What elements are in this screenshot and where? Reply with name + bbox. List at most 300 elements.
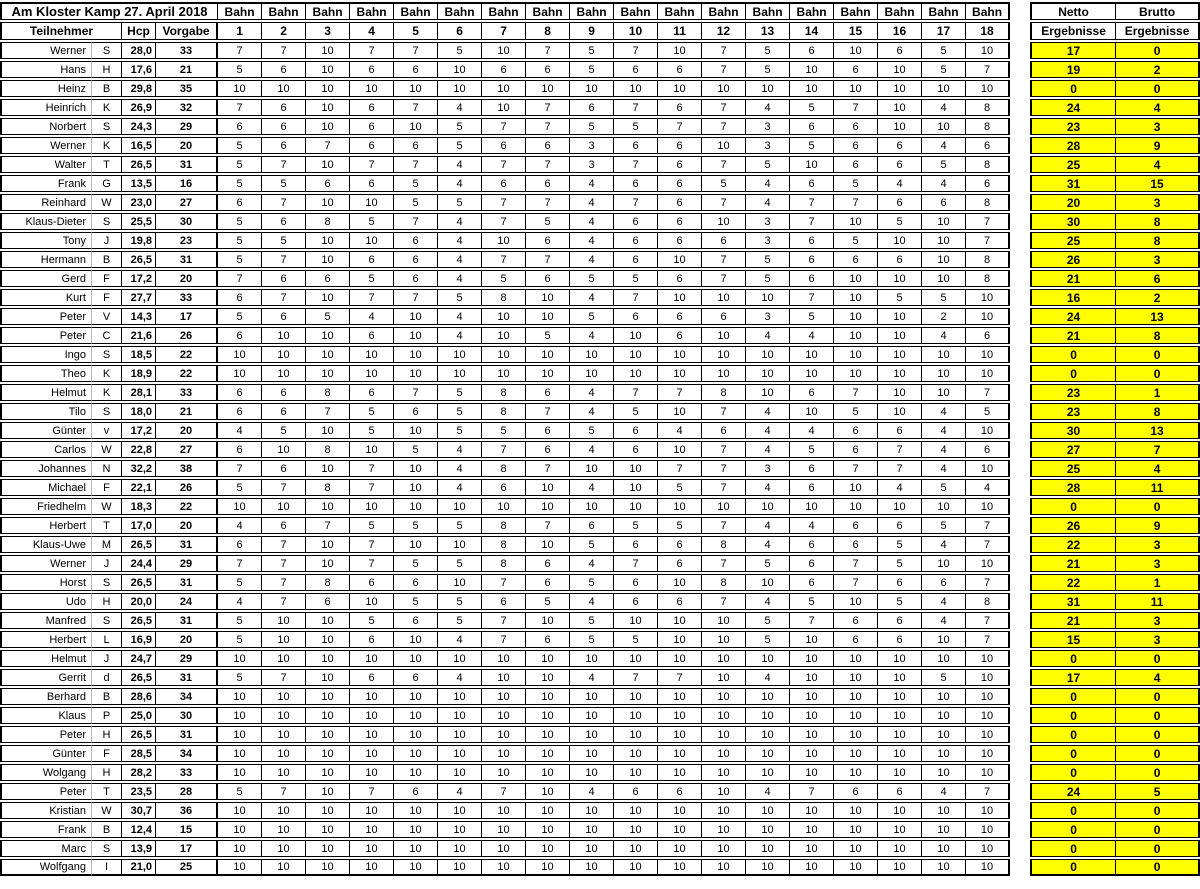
vorgabe-value-cell[interactable]: 33 — [156, 289, 218, 306]
participant-initial-cell[interactable]: N — [92, 460, 122, 477]
bahn-score-cell[interactable]: 7 — [614, 555, 658, 572]
vorgabe-value-cell[interactable]: 20 — [156, 270, 218, 287]
hcp-value-cell[interactable]: 17,2 — [122, 270, 156, 287]
bahn-score-cell[interactable]: 5 — [262, 232, 306, 249]
bahn-score-cell[interactable]: 4 — [438, 232, 482, 249]
participant-name-cell[interactable]: Werner — [0, 555, 92, 572]
netto-result-cell[interactable]: 31 — [1030, 593, 1116, 610]
bahn-score-cell[interactable]: 8 — [482, 289, 526, 306]
bahn-score-cell[interactable]: 10 — [922, 498, 966, 515]
bahn-score-cell[interactable]: 6 — [614, 232, 658, 249]
netto-result-cell[interactable]: 26 — [1030, 517, 1116, 534]
bahn-score-cell[interactable]: 10 — [922, 384, 966, 401]
brutto-result-cell[interactable]: 8 — [1116, 213, 1200, 230]
bahn-score-cell[interactable]: 4 — [438, 441, 482, 458]
bahn-score-cell[interactable]: 7 — [218, 99, 262, 116]
bahn-score-cell[interactable]: 6 — [526, 555, 570, 572]
bahn-score-cell[interactable]: 5 — [570, 308, 614, 325]
bahn-score-cell[interactable]: 10 — [306, 650, 350, 667]
brutto-result-cell[interactable]: 1 — [1116, 574, 1200, 591]
bahn-score-cell[interactable]: 10 — [658, 726, 702, 743]
bahn-score-cell[interactable]: 10 — [614, 327, 658, 344]
bahn-score-cell[interactable]: 5 — [218, 251, 262, 268]
participant-initial-cell[interactable]: S — [92, 118, 122, 135]
vorgabe-value-cell[interactable]: 15 — [156, 821, 218, 838]
bahn-score-cell[interactable]: 10 — [834, 669, 878, 686]
bahn-score-cell[interactable]: 5 — [922, 669, 966, 686]
bahn-score-cell[interactable]: 10 — [570, 460, 614, 477]
bahn-score-cell[interactable]: 10 — [878, 764, 922, 781]
bahn-score-cell[interactable]: 10 — [614, 859, 658, 876]
bahn-score-cell[interactable]: 4 — [922, 175, 966, 192]
netto-result-cell[interactable]: 24 — [1030, 783, 1116, 800]
participant-initial-cell[interactable]: W — [92, 498, 122, 515]
bahn-score-cell[interactable]: 10 — [262, 441, 306, 458]
bahn-score-cell[interactable]: 7 — [878, 460, 922, 477]
bahn-score-cell[interactable]: 10 — [878, 669, 922, 686]
bahn-score-cell[interactable]: 10 — [526, 365, 570, 382]
bahn-score-cell[interactable]: 6 — [790, 232, 834, 249]
bahn-score-cell[interactable]: 10 — [218, 688, 262, 705]
netto-result-cell[interactable]: 21 — [1030, 555, 1116, 572]
participant-name-cell[interactable]: Gerrit — [0, 669, 92, 686]
bahn-score-cell[interactable]: 7 — [306, 403, 350, 420]
bahn-score-cell[interactable]: 10 — [834, 42, 878, 59]
bahn-score-cell[interactable]: 6 — [878, 783, 922, 800]
bahn-score-cell[interactable]: 10 — [746, 80, 790, 97]
bahn-score-cell[interactable]: 7 — [526, 156, 570, 173]
bahn-score-cell[interactable]: 4 — [570, 669, 614, 686]
bahn-score-cell[interactable]: 4 — [438, 99, 482, 116]
brutto-result-cell[interactable]: 0 — [1116, 346, 1200, 363]
hcp-value-cell[interactable]: 12,4 — [122, 821, 156, 838]
vorgabe-value-cell[interactable]: 20 — [156, 137, 218, 154]
participant-name-cell[interactable]: Werner — [0, 137, 92, 154]
bahn-score-cell[interactable]: 10 — [570, 764, 614, 781]
bahn-score-cell[interactable]: 8 — [306, 213, 350, 230]
bahn-score-cell[interactable]: 10 — [526, 688, 570, 705]
hcp-value-cell[interactable]: 26,5 — [122, 726, 156, 743]
bahn-score-cell[interactable]: 5 — [438, 289, 482, 306]
bahn-score-cell[interactable]: 4 — [570, 251, 614, 268]
bahn-score-cell[interactable]: 6 — [878, 42, 922, 59]
bahn-score-cell[interactable]: 10 — [834, 764, 878, 781]
bahn-score-cell[interactable]: 10 — [746, 707, 790, 724]
hcp-value-cell[interactable]: 16,5 — [122, 137, 156, 154]
brutto-result-cell[interactable]: 2 — [1116, 61, 1200, 78]
netto-result-cell[interactable]: 0 — [1030, 650, 1116, 667]
bahn-score-cell[interactable]: 6 — [702, 232, 746, 249]
bahn-score-cell[interactable]: 10 — [350, 764, 394, 781]
bahn-score-cell[interactable]: 10 — [834, 745, 878, 762]
bahn-score-cell[interactable]: 4 — [922, 422, 966, 439]
bahn-score-cell[interactable]: 6 — [306, 175, 350, 192]
brutto-result-cell[interactable]: 0 — [1116, 726, 1200, 743]
bahn-score-cell[interactable]: 6 — [350, 574, 394, 591]
bahn-score-cell[interactable]: 10 — [922, 80, 966, 97]
bahn-score-cell[interactable]: 10 — [350, 593, 394, 610]
vorgabe-value-cell[interactable]: 33 — [156, 42, 218, 59]
bahn-score-cell[interactable]: 4 — [746, 175, 790, 192]
bahn-score-cell[interactable]: 7 — [966, 384, 1010, 401]
bahn-score-cell[interactable]: 10 — [482, 327, 526, 344]
bahn-score-cell[interactable]: 6 — [262, 270, 306, 287]
bahn-score-cell[interactable]: 6 — [790, 270, 834, 287]
bahn-score-cell[interactable]: 7 — [834, 555, 878, 572]
bahn-score-cell[interactable]: 6 — [482, 593, 526, 610]
bahn-score-cell[interactable]: 10 — [834, 308, 878, 325]
bahn-score-cell[interactable]: 6 — [834, 422, 878, 439]
bahn-score-cell[interactable]: 7 — [262, 251, 306, 268]
participant-initial-cell[interactable]: M — [92, 536, 122, 553]
bahn-score-cell[interactable]: 7 — [526, 251, 570, 268]
bahn-score-cell[interactable]: 6 — [790, 536, 834, 553]
vorgabe-value-cell[interactable]: 20 — [156, 631, 218, 648]
bahn-score-cell[interactable]: 6 — [658, 593, 702, 610]
bahn-score-cell[interactable]: 6 — [218, 194, 262, 211]
bahn-score-cell[interactable]: 7 — [482, 631, 526, 648]
bahn-score-cell[interactable]: 6 — [350, 669, 394, 686]
bahn-score-cell[interactable]: 10 — [526, 840, 570, 857]
bahn-score-cell[interactable]: 10 — [350, 859, 394, 876]
vorgabe-value-cell[interactable]: 28 — [156, 783, 218, 800]
bahn-score-cell[interactable]: 10 — [262, 327, 306, 344]
bahn-score-cell[interactable]: 6 — [658, 555, 702, 572]
bahn-score-cell[interactable]: 5 — [614, 403, 658, 420]
bahn-score-cell[interactable]: 10 — [702, 764, 746, 781]
bahn-score-cell[interactable]: 5 — [438, 384, 482, 401]
participant-initial-cell[interactable]: W — [92, 194, 122, 211]
bahn-score-cell[interactable]: 5 — [614, 270, 658, 287]
bahn-score-cell[interactable]: 10 — [482, 80, 526, 97]
bahn-score-cell[interactable]: 10 — [658, 498, 702, 515]
hcp-value-cell[interactable]: 19,8 — [122, 232, 156, 249]
bahn-score-cell[interactable]: 6 — [790, 460, 834, 477]
bahn-score-cell[interactable]: 7 — [482, 574, 526, 591]
vorgabe-value-cell[interactable]: 25 — [156, 859, 218, 876]
bahn-score-cell[interactable]: 10 — [526, 802, 570, 819]
bahn-score-cell[interactable]: 6 — [262, 99, 306, 116]
bahn-score-cell[interactable]: 4 — [746, 327, 790, 344]
bahn-score-cell[interactable]: 6 — [350, 118, 394, 135]
bahn-score-cell[interactable]: 10 — [746, 688, 790, 705]
participant-initial-cell[interactable]: J — [92, 650, 122, 667]
bahn-score-cell[interactable]: 7 — [834, 384, 878, 401]
bahn-score-cell[interactable]: 10 — [614, 346, 658, 363]
bahn-score-cell[interactable]: 7 — [966, 517, 1010, 534]
bahn-score-cell[interactable]: 10 — [834, 688, 878, 705]
participant-name-cell[interactable]: Wolfgang — [0, 859, 92, 876]
bahn-score-cell[interactable]: 10 — [438, 80, 482, 97]
bahn-score-cell[interactable]: 7 — [702, 99, 746, 116]
participant-initial-cell[interactable]: H — [92, 593, 122, 610]
brutto-result-cell[interactable]: 0 — [1116, 365, 1200, 382]
hcp-value-cell[interactable]: 26,5 — [122, 574, 156, 591]
hcp-value-cell[interactable]: 25,5 — [122, 213, 156, 230]
participant-name-cell[interactable]: Frank — [0, 821, 92, 838]
bahn-score-cell[interactable]: 6 — [482, 479, 526, 496]
bahn-score-cell[interactable]: 6 — [482, 61, 526, 78]
hcp-value-cell[interactable]: 25,0 — [122, 707, 156, 724]
brutto-result-cell[interactable]: 3 — [1116, 631, 1200, 648]
participant-initial-cell[interactable]: d — [92, 669, 122, 686]
bahn-score-cell[interactable]: 6 — [394, 612, 438, 629]
bahn-score-cell[interactable]: 10 — [658, 251, 702, 268]
bahn-score-cell[interactable]: 5 — [746, 555, 790, 572]
bahn-score-cell[interactable]: 10 — [878, 346, 922, 363]
bahn-score-cell[interactable]: 10 — [702, 365, 746, 382]
bahn-score-cell[interactable]: 8 — [702, 574, 746, 591]
netto-result-cell[interactable]: 22 — [1030, 536, 1116, 553]
bahn-score-cell[interactable]: 10 — [262, 707, 306, 724]
hcp-value-cell[interactable]: 29,8 — [122, 80, 156, 97]
bahn-score-cell[interactable]: 4 — [878, 479, 922, 496]
bahn-score-cell[interactable]: 5 — [350, 213, 394, 230]
bahn-score-cell[interactable]: 6 — [790, 574, 834, 591]
bahn-score-cell[interactable]: 10 — [306, 764, 350, 781]
bahn-score-cell[interactable]: 7 — [482, 612, 526, 629]
bahn-score-cell[interactable]: 6 — [658, 308, 702, 325]
bahn-score-cell[interactable]: 10 — [878, 859, 922, 876]
bahn-score-cell[interactable]: 6 — [878, 156, 922, 173]
bahn-score-cell[interactable]: 10 — [262, 840, 306, 857]
participant-name-cell[interactable]: Hermann — [0, 251, 92, 268]
bahn-score-cell[interactable]: 5 — [218, 213, 262, 230]
bahn-score-cell[interactable]: 6 — [614, 422, 658, 439]
bahn-score-cell[interactable]: 4 — [438, 460, 482, 477]
bahn-score-cell[interactable]: 5 — [218, 175, 262, 192]
hcp-value-cell[interactable]: 32,2 — [122, 460, 156, 477]
bahn-score-cell[interactable]: 6 — [834, 536, 878, 553]
bahn-score-cell[interactable]: 7 — [482, 783, 526, 800]
bahn-score-cell[interactable]: 4 — [878, 175, 922, 192]
bahn-score-cell[interactable]: 5 — [526, 593, 570, 610]
bahn-score-cell[interactable]: 10 — [966, 821, 1010, 838]
bahn-score-cell[interactable]: 5 — [746, 156, 790, 173]
bahn-score-cell[interactable]: 6 — [526, 441, 570, 458]
bahn-score-cell[interactable]: 10 — [702, 745, 746, 762]
participant-name-cell[interactable]: Helmut — [0, 384, 92, 401]
vorgabe-value-cell[interactable]: 30 — [156, 213, 218, 230]
bahn-score-cell[interactable]: 10 — [790, 764, 834, 781]
bahn-score-cell[interactable]: 5 — [482, 270, 526, 287]
bahn-score-cell[interactable]: 4 — [438, 156, 482, 173]
bahn-score-cell[interactable]: 10 — [658, 441, 702, 458]
bahn-score-cell[interactable]: 10 — [306, 80, 350, 97]
bahn-score-cell[interactable]: 10 — [702, 650, 746, 667]
bahn-score-cell[interactable]: 4 — [746, 593, 790, 610]
bahn-score-cell[interactable]: 10 — [394, 859, 438, 876]
hcp-value-cell[interactable]: 26,9 — [122, 99, 156, 116]
bahn-score-cell[interactable]: 10 — [482, 650, 526, 667]
bahn-score-cell[interactable]: 10 — [306, 251, 350, 268]
hcp-value-cell[interactable]: 21,6 — [122, 327, 156, 344]
bahn-score-cell[interactable]: 10 — [350, 80, 394, 97]
netto-result-cell[interactable]: 28 — [1030, 137, 1116, 154]
bahn-score-cell[interactable]: 6 — [394, 669, 438, 686]
bahn-score-cell[interactable]: 5 — [878, 213, 922, 230]
bahn-score-cell[interactable]: 8 — [482, 555, 526, 572]
bahn-score-cell[interactable]: 4 — [746, 99, 790, 116]
bahn-score-cell[interactable]: 5 — [966, 403, 1010, 420]
bahn-score-cell[interactable]: 6 — [878, 137, 922, 154]
bahn-score-cell[interactable]: 7 — [350, 289, 394, 306]
netto-result-cell[interactable]: 0 — [1030, 859, 1116, 876]
bahn-score-cell[interactable]: 10 — [570, 365, 614, 382]
bahn-score-cell[interactable]: 10 — [570, 707, 614, 724]
bahn-score-cell[interactable]: 10 — [262, 80, 306, 97]
bahn-score-cell[interactable]: 10 — [658, 840, 702, 857]
bahn-score-cell[interactable]: 10 — [702, 802, 746, 819]
bahn-score-cell[interactable]: 4 — [922, 612, 966, 629]
bahn-score-cell[interactable]: 7 — [702, 156, 746, 173]
participant-initial-cell[interactable]: G — [92, 175, 122, 192]
participant-name-cell[interactable]: Ingo — [0, 346, 92, 363]
bahn-score-cell[interactable]: 6 — [526, 175, 570, 192]
bahn-score-cell[interactable]: 6 — [394, 403, 438, 420]
bahn-score-cell[interactable]: 10 — [702, 289, 746, 306]
hcp-value-cell[interactable]: 21,0 — [122, 859, 156, 876]
hcp-value-cell[interactable]: 27,7 — [122, 289, 156, 306]
bahn-score-cell[interactable]: 10 — [262, 498, 306, 515]
bahn-score-cell[interactable]: 7 — [482, 441, 526, 458]
bahn-score-cell[interactable]: 10 — [306, 688, 350, 705]
bahn-score-cell[interactable]: 5 — [350, 270, 394, 287]
participant-name-cell[interactable]: Tilo — [0, 403, 92, 420]
vorgabe-value-cell[interactable]: 27 — [156, 194, 218, 211]
vorgabe-value-cell[interactable]: 21 — [156, 403, 218, 420]
bahn-score-cell[interactable]: 7 — [306, 137, 350, 154]
participant-initial-cell[interactable]: H — [92, 726, 122, 743]
bahn-score-cell[interactable]: 6 — [790, 251, 834, 268]
bahn-score-cell[interactable]: 4 — [570, 213, 614, 230]
bahn-score-cell[interactable]: 6 — [526, 422, 570, 439]
bahn-score-cell[interactable]: 6 — [658, 61, 702, 78]
brutto-result-cell[interactable]: 5 — [1116, 783, 1200, 800]
netto-result-cell[interactable]: 30 — [1030, 213, 1116, 230]
hcp-value-cell[interactable]: 28,1 — [122, 384, 156, 401]
bahn-score-cell[interactable]: 5 — [878, 593, 922, 610]
bahn-score-cell[interactable]: 5 — [658, 479, 702, 496]
bahn-score-cell[interactable]: 5 — [438, 194, 482, 211]
bahn-score-cell[interactable]: 10 — [702, 688, 746, 705]
bahn-score-cell[interactable]: 8 — [702, 536, 746, 553]
bahn-score-cell[interactable]: 10 — [790, 498, 834, 515]
bahn-score-cell[interactable]: 6 — [482, 137, 526, 154]
bahn-score-cell[interactable]: 7 — [218, 460, 262, 477]
bahn-score-cell[interactable]: 7 — [218, 555, 262, 572]
bahn-score-cell[interactable]: 10 — [394, 631, 438, 648]
bahn-score-cell[interactable]: 10 — [702, 631, 746, 648]
bahn-score-cell[interactable]: 10 — [834, 821, 878, 838]
bahn-score-cell[interactable]: 5 — [526, 213, 570, 230]
bahn-score-cell[interactable]: 10 — [438, 365, 482, 382]
hcp-value-cell[interactable]: 28,2 — [122, 764, 156, 781]
bahn-score-cell[interactable]: 10 — [394, 308, 438, 325]
bahn-score-cell[interactable]: 7 — [966, 536, 1010, 553]
bahn-score-cell[interactable]: 5 — [614, 517, 658, 534]
bahn-score-cell[interactable]: 10 — [394, 365, 438, 382]
bahn-score-cell[interactable]: 7 — [526, 118, 570, 135]
bahn-score-cell[interactable]: 6 — [218, 118, 262, 135]
bahn-score-cell[interactable]: 10 — [306, 346, 350, 363]
bahn-score-cell[interactable]: 7 — [526, 42, 570, 59]
bahn-score-cell[interactable]: 10 — [922, 232, 966, 249]
hcp-value-cell[interactable]: 18,5 — [122, 346, 156, 363]
participant-name-cell[interactable]: Günter — [0, 745, 92, 762]
bahn-score-cell[interactable]: 6 — [658, 137, 702, 154]
bahn-score-cell[interactable]: 4 — [922, 99, 966, 116]
bahn-score-cell[interactable]: 4 — [746, 479, 790, 496]
bahn-score-cell[interactable]: 5 — [922, 61, 966, 78]
bahn-score-cell[interactable]: 10 — [394, 346, 438, 363]
bahn-score-cell[interactable]: 6 — [350, 327, 394, 344]
participant-name-cell[interactable]: Reinhard — [0, 194, 92, 211]
bahn-score-cell[interactable]: 5 — [262, 422, 306, 439]
bahn-score-cell[interactable]: 6 — [614, 308, 658, 325]
bahn-score-cell[interactable]: 10 — [966, 859, 1010, 876]
bahn-score-cell[interactable]: 10 — [702, 707, 746, 724]
bahn-score-cell[interactable]: 6 — [262, 308, 306, 325]
participant-name-cell[interactable]: Wolgang — [0, 764, 92, 781]
bahn-score-cell[interactable]: 7 — [702, 479, 746, 496]
bahn-score-cell[interactable]: 10 — [526, 821, 570, 838]
participant-initial-cell[interactable]: S — [92, 612, 122, 629]
bahn-score-cell[interactable]: 10 — [878, 270, 922, 287]
bahn-score-cell[interactable]: 5 — [218, 156, 262, 173]
bahn-score-cell[interactable]: 6 — [526, 137, 570, 154]
bahn-score-cell[interactable]: 10 — [966, 688, 1010, 705]
participant-initial-cell[interactable]: F — [92, 745, 122, 762]
bahn-score-cell[interactable]: 8 — [966, 593, 1010, 610]
bahn-score-cell[interactable]: 10 — [394, 821, 438, 838]
bahn-score-cell[interactable]: 6 — [350, 631, 394, 648]
bahn-score-cell[interactable]: 10 — [834, 593, 878, 610]
brutto-result-cell[interactable]: 0 — [1116, 42, 1200, 59]
bahn-score-cell[interactable]: 7 — [658, 384, 702, 401]
bahn-score-cell[interactable]: 10 — [482, 232, 526, 249]
bahn-score-cell[interactable]: 7 — [966, 61, 1010, 78]
vorgabe-value-cell[interactable]: 17 — [156, 308, 218, 325]
bahn-score-cell[interactable]: 6 — [262, 118, 306, 135]
vorgabe-value-cell[interactable]: 22 — [156, 365, 218, 382]
bahn-score-cell[interactable]: 5 — [262, 175, 306, 192]
bahn-score-cell[interactable]: 10 — [834, 650, 878, 667]
bahn-score-cell[interactable]: 10 — [438, 707, 482, 724]
bahn-score-cell[interactable]: 5 — [746, 61, 790, 78]
bahn-score-cell[interactable]: 10 — [438, 346, 482, 363]
bahn-score-cell[interactable]: 7 — [306, 517, 350, 534]
bahn-score-cell[interactable]: 10 — [834, 270, 878, 287]
bahn-score-cell[interactable]: 8 — [482, 403, 526, 420]
bahn-score-cell[interactable]: 6 — [966, 327, 1010, 344]
bahn-score-cell[interactable]: 7 — [614, 289, 658, 306]
bahn-score-cell[interactable]: 5 — [614, 118, 658, 135]
participant-initial-cell[interactable]: I — [92, 859, 122, 876]
bahn-score-cell[interactable]: 6 — [790, 384, 834, 401]
bahn-score-cell[interactable]: 7 — [966, 631, 1010, 648]
bahn-score-cell[interactable]: 6 — [790, 42, 834, 59]
bahn-score-cell[interactable]: 8 — [306, 384, 350, 401]
participant-name-cell[interactable]: Berhard — [0, 688, 92, 705]
bahn-score-cell[interactable]: 10 — [526, 479, 570, 496]
brutto-result-cell[interactable]: 0 — [1116, 498, 1200, 515]
bahn-score-cell[interactable]: 6 — [878, 422, 922, 439]
brutto-result-cell[interactable]: 13 — [1116, 422, 1200, 439]
bahn-score-cell[interactable]: 10 — [614, 612, 658, 629]
participant-initial-cell[interactable]: P — [92, 707, 122, 724]
bahn-score-cell[interactable]: 5 — [394, 194, 438, 211]
